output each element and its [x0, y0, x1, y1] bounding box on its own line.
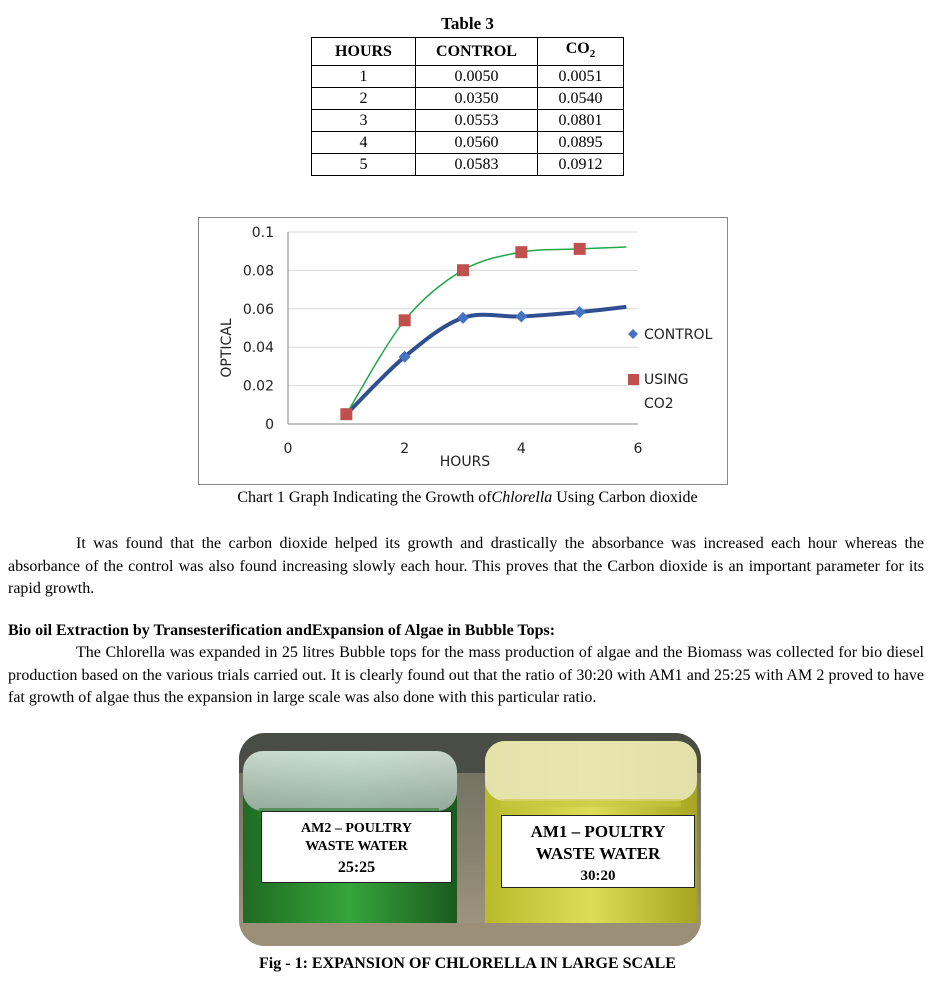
data-point-control — [457, 312, 469, 324]
cell-hours: 5 — [312, 154, 416, 176]
legend-marker-control — [628, 329, 638, 339]
chart-svg — [199, 218, 727, 484]
cell-co2: 0.0051 — [538, 66, 624, 88]
legend-label-co2: USING — [644, 372, 689, 388]
table-header-row — [312, 38, 624, 66]
label-am1 — [501, 815, 695, 888]
header-control: CONTROL — [416, 38, 538, 66]
data-point-co2 — [515, 246, 527, 258]
cell-co2: 0.0801 — [538, 110, 624, 132]
cell-co2: 0.0895 — [538, 132, 624, 154]
table-row — [312, 154, 624, 176]
y-tick-label: 0.1 — [251, 225, 274, 241]
chart-caption: Chart 1 Graph Indicating the Growth ofChlorella Using Carbon dioxide — [237, 489, 698, 506]
y-tick-label: 0 — [265, 417, 274, 433]
data-point-co2 — [457, 264, 469, 276]
label-am2 — [261, 811, 452, 883]
data-point-control — [515, 310, 527, 322]
y-tick-label: 0.06 — [242, 301, 274, 318]
cell-hours: 1 — [312, 66, 416, 88]
label-am2-line: WASTE WATER — [305, 839, 408, 854]
y-tick-label: 0.04 — [242, 340, 274, 357]
cell-control: 0.0560 — [416, 132, 538, 154]
table-title: Table 3 — [441, 14, 494, 33]
data-table — [311, 37, 624, 176]
table-row — [312, 110, 624, 132]
cell-hours: 4 — [312, 132, 416, 154]
data-point-control — [574, 306, 586, 318]
chart-marks — [340, 243, 585, 421]
cell-control: 0.0050 — [416, 66, 538, 88]
data-point-co2 — [340, 408, 352, 420]
label-am1-line: AM1 – POULTRY — [530, 822, 666, 841]
header-hours: HOURS — [312, 38, 416, 66]
chart-legend — [628, 327, 713, 412]
x-axis-label: HOURS — [439, 454, 491, 470]
x-tick-label: 6 — [633, 441, 643, 457]
x-tick-label: 2 — [400, 441, 410, 457]
table-row — [312, 132, 624, 154]
data-point-co2 — [574, 243, 586, 255]
data-point-co2 — [399, 314, 411, 326]
chart — [198, 217, 728, 485]
trendline-control — [346, 307, 626, 415]
cell-co2: 0.0540 — [538, 88, 624, 110]
trendline-co2 — [346, 247, 626, 414]
photo-bubble-tops — [239, 733, 701, 946]
section-heading: Bio oil Extraction by Transesterification andExpansion of Algae in Bubble Tops: — [8, 622, 556, 639]
paragraph: The Chlorella was expanded in 25 litres Bubble tops for the mass production of algae and the Biomass was collected for bio diesel production based on the various trials carried out. It is clearly found out that the ratio of 30:20 with AM1 and 25:25 with AM 2 proved to have fat growth of algae thus the expansion in large scale was also done with this particular ratio. — [8, 644, 924, 706]
cell-hours: 3 — [312, 110, 416, 132]
label-am1-line: WASTE WATER — [535, 844, 661, 863]
chart-axes — [243, 225, 643, 457]
y-tick-label: 0.08 — [242, 263, 274, 280]
cell-co2: 0.0912 — [538, 154, 624, 176]
header-co2: $CO_2$ — [538, 38, 624, 66]
table-row — [312, 88, 624, 110]
table-row — [312, 66, 624, 88]
legend-marker-co2 — [628, 374, 639, 385]
legend-label-co2-cont: CO2 — [644, 396, 674, 412]
figure-caption: Fig - 1: EXPANSION OF CHLORELLA IN LARGE SCALE — [259, 955, 676, 972]
y-tick-label: 0.02 — [242, 378, 274, 395]
label-am2-ratio: 25:25 — [337, 859, 376, 876]
x-tick-label: 0 — [283, 441, 293, 457]
cell-control: 0.0553 — [416, 110, 538, 132]
paragraph: It was found that the carbon dioxide helped its growth and drastically the absorbance was increased each hour whereas the absorbance of the control was also found increasing slowly each hour. This proves that the Carbon dioxide is an important parameter for its rapid growth. — [8, 535, 924, 597]
x-tick-label: 4 — [516, 441, 526, 457]
y-axis-label: OPTICAL — [219, 318, 235, 378]
label-am1-ratio: 30:20 — [580, 868, 616, 884]
legend-label-control: CONTROL — [644, 327, 713, 343]
cell-control: 0.0350 — [416, 88, 538, 110]
cell-hours: 2 — [312, 88, 416, 110]
chart-trendlines — [346, 247, 626, 414]
cell-control: 0.0583 — [416, 154, 538, 176]
label-am2-line: AM2 – POULTRY — [301, 821, 412, 836]
